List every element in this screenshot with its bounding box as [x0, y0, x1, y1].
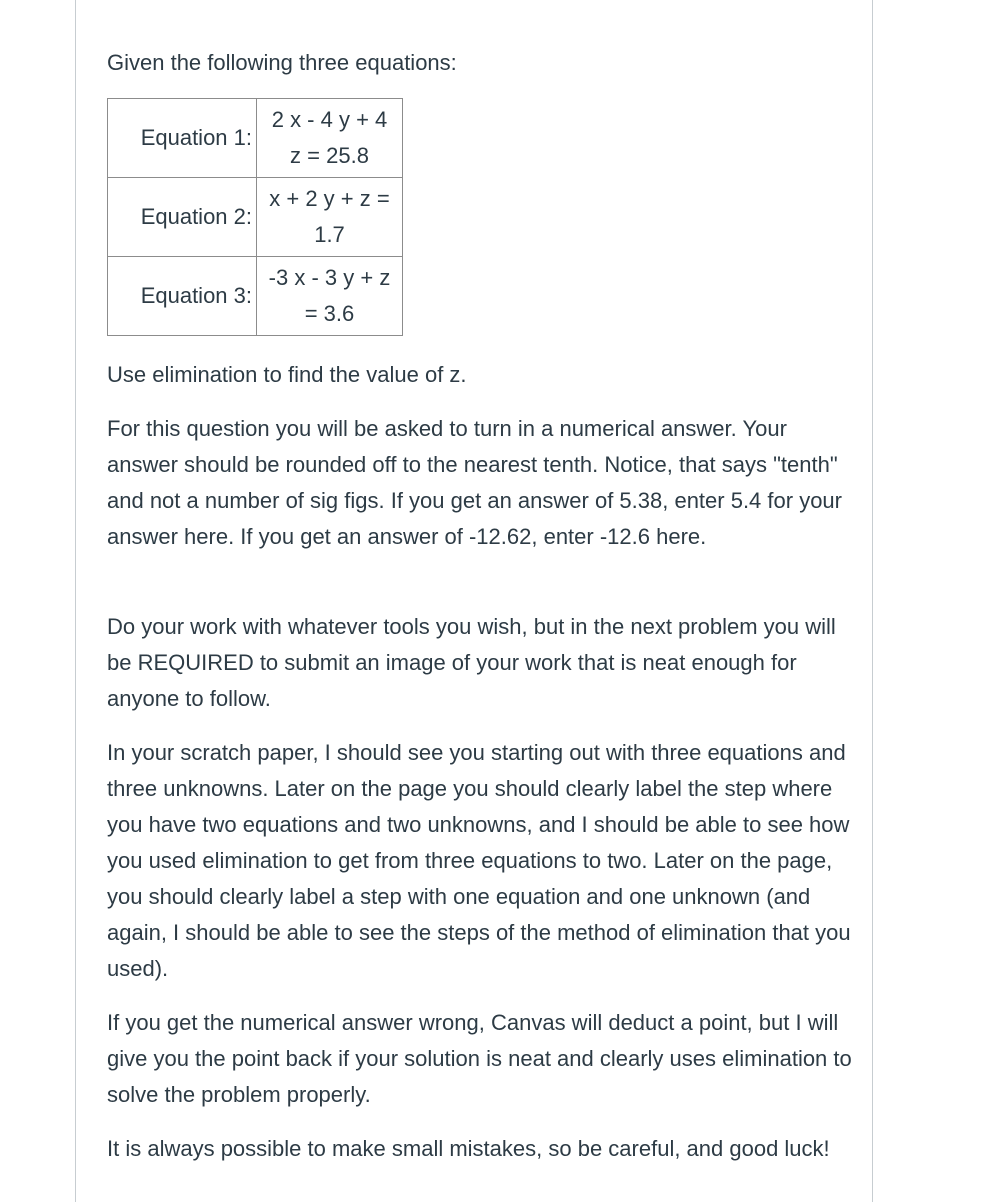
- equation-3-line-1: -3 x - 3 y + z: [268, 265, 391, 290]
- instruction-paragraph-4: In your scratch paper, I should see you starting out with three equations and three unknowns. Later on the page you should clearly label the step where you have two equations and two unknowns, and I should be able to see how you used elimination to get from three equations to two. Later on the page, you should clearly label a step with one equation and one unknown (and again, I should be able to see the steps of the method of elimination that you used).: [107, 740, 851, 981]
- equation-2-line-1: x + 2 y + z =: [269, 186, 390, 211]
- equation-row-2: [108, 178, 403, 257]
- equation-row-1: [108, 99, 403, 178]
- equation-2-expression: [257, 178, 403, 257]
- equation-3-expression: [257, 257, 403, 336]
- instruction-paragraph-1: Use elimination to find the value of z.: [107, 362, 467, 387]
- equation-1-label: Equation 1:: [108, 99, 257, 178]
- equation-2-line-2: 1.7: [314, 222, 345, 247]
- equations-table: [107, 98, 403, 336]
- instruction-paragraph-6: It is always possible to make small mistakes, so be careful, and good luck!: [107, 1136, 830, 1161]
- instruction-paragraph-2: For this question you will be asked to turn in a numerical answer. Your answer should be rounded off to the nearest tenth. Notice, that says "tenth" and not a number of sig figs. If you get an answer of 5.38, enter 5.4 for your answer here. If you get an answer of -12.62, enter -12.6 here.: [107, 416, 842, 549]
- equation-row-3: [108, 257, 403, 336]
- equation-2-label: Equation 2:: [108, 178, 257, 257]
- instruction-paragraph-5: If you get the numerical answer wrong, Canvas will deduct a point, but I will give you the point back if your solution is neat and clearly uses elimination to solve the problem properly.: [107, 1010, 852, 1107]
- equation-1-line-2: z = 25.8: [290, 143, 369, 168]
- instruction-paragraph-3: Do your work with whatever tools you wish, but in the next problem you will be REQUIRED to submit an image of your work that is neat enough for anyone to follow.: [107, 614, 836, 711]
- equation-1-expression: [257, 99, 403, 178]
- equation-3-line-2: = 3.6: [304, 301, 355, 326]
- question-card: [75, 0, 873, 1202]
- intro-text: Given the following three equations:: [107, 50, 457, 75]
- equation-3-label: Equation 3:: [108, 257, 257, 336]
- equation-1-line-1: 2 x - 4 y + 4: [271, 107, 388, 132]
